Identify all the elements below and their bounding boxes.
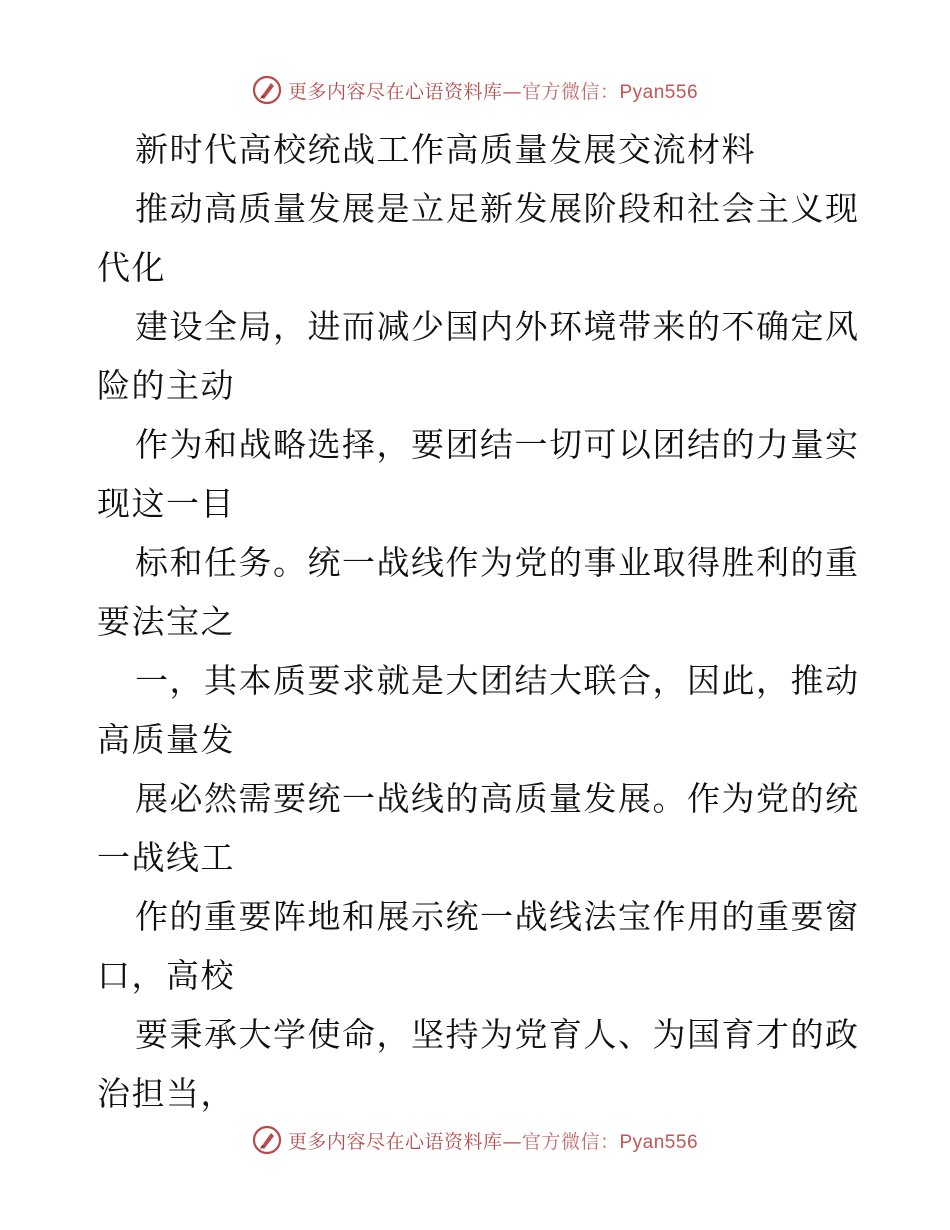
paragraph-line: 现这一目 <box>97 484 235 523</box>
paragraph-line: 标和任务。统一战线作为党的事业取得胜利的重 <box>135 543 860 582</box>
document-body <box>97 120 860 1123</box>
paragraph-line: 作的重要阵地和展示统一战线法宝作用的重要窗 <box>135 897 860 936</box>
paragraph-line: 一战线工 <box>97 838 235 877</box>
paragraph-line: 要法宝之 <box>97 602 235 641</box>
footer-separator: — <box>502 1130 522 1153</box>
quill-pen-logo-icon <box>252 75 282 105</box>
paragraph-line: 作为和战略选择，要团结一切可以团结的力量实 <box>135 425 860 464</box>
paragraph-line: 代化 <box>97 248 166 287</box>
paragraph-line: 险的主动 <box>97 366 235 405</box>
header-wechat-id: Pyan556 <box>619 81 699 103</box>
footer-watermark-banner <box>0 1120 950 1160</box>
paragraph-line: 要秉承大学使命，坚持为党育人、为国育才的政 <box>135 1015 860 1054</box>
header-watermark-banner <box>0 70 950 110</box>
footer-wechat-label: 官方微信： <box>521 1130 620 1153</box>
paragraph-line: 一，其本质要求就是大团结大联合，因此，推动 <box>135 661 860 700</box>
header-separator: — <box>502 80 522 103</box>
paragraph-line: 展必然需要统一战线的高质量发展。作为党的统 <box>135 779 860 818</box>
footer-site-text: 更多内容尽在心语资料库 <box>287 1130 503 1153</box>
document-title: 新时代高校统战工作高质量发展交流材料 <box>135 130 756 169</box>
paragraph-line: 推动高质量发展是立足新发展阶段和社会主义现 <box>135 189 860 228</box>
footer-banner-text <box>288 1127 698 1154</box>
paragraph-line: 高质量发 <box>97 720 235 759</box>
paragraph-line: 口，高校 <box>97 956 235 995</box>
quill-pen-logo-icon <box>252 1125 282 1155</box>
header-site-text: 更多内容尽在心语资料库 <box>287 80 503 103</box>
header-wechat-label: 官方微信： <box>521 80 620 103</box>
header-banner-text <box>288 77 698 104</box>
paragraph-line: 建设全局，进而减少国内外环境带来的不确定风 <box>135 307 860 346</box>
footer-wechat-id: Pyan556 <box>619 1131 699 1153</box>
paragraph-line: 治担当， <box>97 1074 235 1113</box>
